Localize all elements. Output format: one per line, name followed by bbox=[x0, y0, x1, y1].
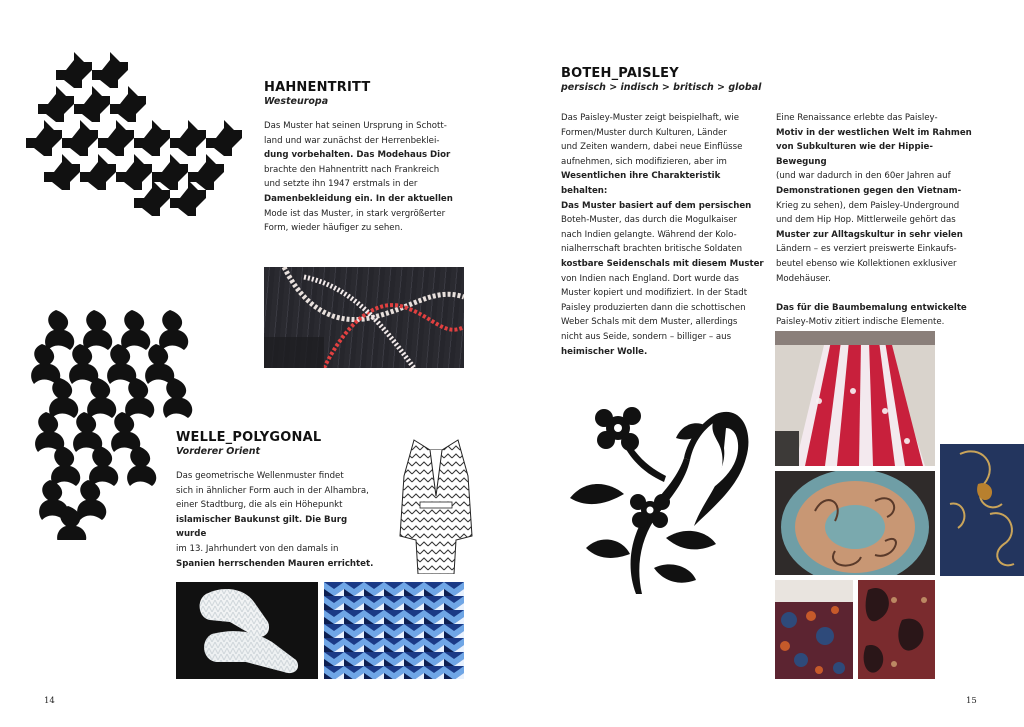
text-line: Demonstrationen gegen den Vietnam- bbox=[776, 185, 962, 196]
text-line: und Zeiten wandern, dabei neue Einflüsse bbox=[561, 142, 743, 153]
houndstooth-pattern bbox=[26, 52, 256, 217]
text-line: Paisley-Motiv zitiert indische Elemente. bbox=[776, 317, 945, 328]
photo-paisley-painted-plate bbox=[775, 471, 935, 575]
text-line: Eine Renaissance erlebte das Paisley- bbox=[776, 113, 938, 123]
wave-polygonal-pattern bbox=[28, 310, 198, 540]
text-line: Spanien herrschenden Mauren errichtet. bbox=[176, 558, 374, 569]
text-line: Das Muster hat seinen Ursprung in Schott- bbox=[264, 121, 447, 131]
text-line: und dem Hip Hop. Mittlerweile gehört das bbox=[776, 215, 956, 226]
paisley-floral-motif bbox=[566, 398, 756, 598]
text-line: und setzte ihn 1947 erstmals in der bbox=[264, 179, 418, 190]
text-line: Modehäuser. bbox=[776, 273, 831, 284]
text-line: Das Muster basiert auf dem persischen bbox=[561, 200, 752, 211]
text-line: (und war dadurch in den 60er Jahren auf bbox=[776, 171, 951, 182]
text-line: brachte den Hahnentritt nach Frankreich bbox=[264, 164, 440, 175]
text-line: Muster zur Alltagskultur in sehr vielen bbox=[776, 229, 963, 240]
text-line: von Subkulturen wie der Hippie-Bewegung bbox=[776, 142, 933, 167]
text-line: Paisley produzierten dann die schottischen bbox=[561, 302, 746, 313]
sketch-jacket-illustration bbox=[396, 436, 476, 574]
photo-paisley-shawl bbox=[858, 580, 935, 679]
text-line: Damenbekleidung ein. In der aktuellen bbox=[264, 193, 453, 204]
text-line: kostbare Seidenschals mit diesem Muster bbox=[561, 258, 764, 269]
text-line: von Indien nach England. Dort wurde das bbox=[561, 273, 739, 284]
text-line: Ländern – es verziert preiswerte Einkaufs- bbox=[776, 244, 957, 255]
text-line: sich in ähnlicher Form auch in der Alhambra, bbox=[176, 485, 369, 496]
text-line: nialherrschaft brachten britische Soldaten bbox=[561, 244, 743, 255]
page-number-right: 15 bbox=[966, 696, 977, 706]
text-line: Muster kopiert und modifiziert. In der Stadt bbox=[561, 288, 748, 299]
text-line: Krieg zu sehen), dem Paisley-Underground bbox=[776, 200, 960, 211]
text-line: heimischer Wolle. bbox=[561, 346, 648, 357]
text-line: aufnehmen, sich modifizieren, aber im bbox=[561, 156, 727, 167]
text-line: Form, wieder häufiger zu sehen. bbox=[264, 223, 403, 234]
text-line: einer Stadtburg, die als ein Höhepunkt bbox=[176, 500, 343, 511]
photo-paisley-painted-skirt bbox=[775, 331, 935, 466]
hahnentritt-subtitle: Westeuropa bbox=[264, 96, 329, 107]
welle-subtitle: Vorderer Orient bbox=[176, 446, 261, 457]
text-line: Das Paisley-Muster zeigt beispielhaft, wie bbox=[561, 113, 739, 123]
text-line: Das geometrische Wellenmuster findet bbox=[176, 471, 344, 481]
text-line: Mode ist das Muster, in stark vergrößerter bbox=[264, 208, 446, 219]
hahnentritt-title: HAHNENTRITT bbox=[264, 80, 371, 95]
text-line: dung vorbehalten. Das Modehaus Dior bbox=[264, 150, 451, 161]
photo-paisley-scarf bbox=[775, 580, 853, 679]
text-line: beutel ebenso wie Kollektionen exklusiver bbox=[776, 258, 957, 269]
text-line: Formen/Muster durch Kulturen, Länder bbox=[561, 127, 727, 138]
paisley-title: BOTEH_PAISLEY bbox=[561, 66, 679, 81]
photo-paisley-blue-fabric bbox=[940, 444, 1024, 576]
photo-blue-geometric-pattern bbox=[324, 582, 464, 679]
text-line: Weber Schals mit dem Muster, allerdings bbox=[561, 317, 738, 328]
hahnentritt-paragraph bbox=[264, 119, 464, 236]
paisley-column-1 bbox=[561, 111, 766, 359]
text-line: land und war zunächst der Herrenbeklei- bbox=[264, 135, 440, 146]
text-line: Das für die Baumbemalung entwickelte bbox=[776, 302, 967, 313]
welle-title: WELLE_POLYGONAL bbox=[176, 430, 322, 445]
welle-paragraph bbox=[176, 469, 376, 571]
paisley-column-2 bbox=[776, 111, 981, 330]
photo-pinstripe-fabric-cord bbox=[264, 267, 464, 368]
text-line: nach Indien gelangte. Während der Kolo- bbox=[561, 229, 737, 240]
paisley-subtitle: persisch > indisch > britisch > global bbox=[561, 82, 762, 93]
text-line: nicht aus Seide, sondern – billiger – aus bbox=[561, 331, 732, 342]
text-line: Motiv in der westlichen Welt im Rahmen bbox=[776, 127, 972, 138]
text-line: Wesentlichen ihre Charakteristik behalten: bbox=[561, 171, 721, 196]
text-line: im 13. Jahrhundert von den damals in bbox=[176, 543, 339, 554]
text-line: Boteh-Muster, das durch die Mogulkaiser bbox=[561, 215, 738, 226]
page-number-left: 14 bbox=[44, 696, 55, 706]
text-line: islamischer Baukunst gilt. Die Burg wurde bbox=[176, 514, 348, 540]
photo-knitted-socks bbox=[176, 582, 318, 679]
